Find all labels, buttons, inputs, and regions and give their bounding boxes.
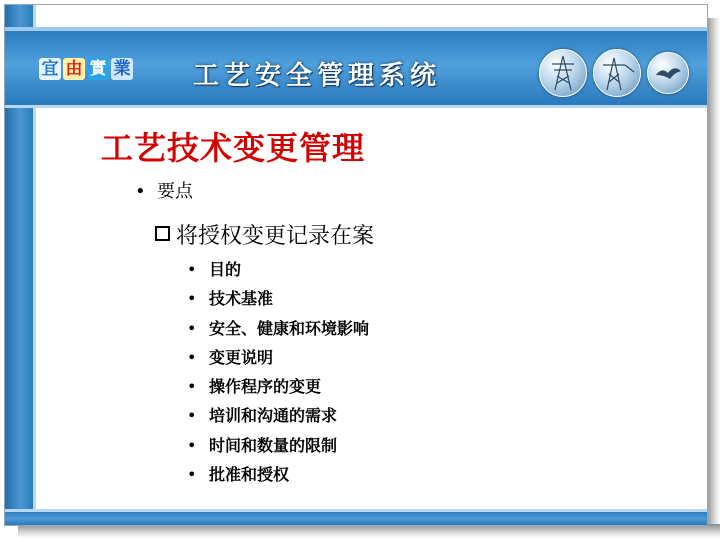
level1-bullet-text: 要点 <box>157 181 193 202</box>
list-item-text: 变更说明 <box>209 347 274 367</box>
company-logo <box>39 58 133 80</box>
header-bottom-stripe <box>5 105 707 108</box>
bullet-icon: • <box>187 406 197 426</box>
list-item-text: 培训和沟通的需求 <box>209 406 338 426</box>
bullet-icon: • <box>187 260 197 279</box>
list-item <box>187 401 369 430</box>
checkbox-bullet-icon <box>155 226 170 241</box>
list-item <box>187 284 369 313</box>
page-shadow-bottom <box>18 524 720 538</box>
list-item <box>187 343 369 372</box>
level1-bullet <box>135 177 193 203</box>
sub-item-list <box>187 255 369 489</box>
logo-char: 由 <box>63 58 85 80</box>
list-item <box>187 372 369 401</box>
system-title: 工艺安全管理系统 <box>193 61 442 91</box>
logo-char: 業 <box>111 58 133 80</box>
page-shadow-right <box>706 18 720 536</box>
list-item-text: 安全、健康和环境影响 <box>209 318 370 338</box>
list-item <box>187 255 369 284</box>
list-item <box>187 314 369 343</box>
bullet-icon: • <box>187 377 197 397</box>
power-tower-icon <box>593 49 641 97</box>
bird-icon <box>647 52 689 94</box>
bullet-icon: • <box>187 318 197 338</box>
slide <box>4 4 708 526</box>
list-item <box>187 431 369 460</box>
list-item-text: 时间和数量的限制 <box>209 435 338 455</box>
bullet-icon: • <box>135 181 146 202</box>
bullet-icon: • <box>187 347 197 367</box>
logo-char: 實 <box>87 58 109 80</box>
list-item-text: 操作程序的变更 <box>209 377 322 397</box>
list-item-text: 技术基准 <box>209 289 274 309</box>
level2-item-text: 将授权变更记录在案 <box>176 224 375 249</box>
list-item-text: 目的 <box>209 260 242 279</box>
slide-title: 工艺技术变更管理 <box>101 129 366 167</box>
list-item <box>187 460 369 489</box>
level2-item <box>155 219 374 250</box>
power-tower-icon <box>539 49 587 97</box>
list-item-text: 批准和授权 <box>209 465 290 485</box>
bullet-icon: • <box>187 289 197 309</box>
logo-char: 宜 <box>39 58 61 80</box>
bullet-icon: • <box>187 435 197 455</box>
footer-bar <box>5 509 707 525</box>
bullet-icon: • <box>187 465 197 485</box>
